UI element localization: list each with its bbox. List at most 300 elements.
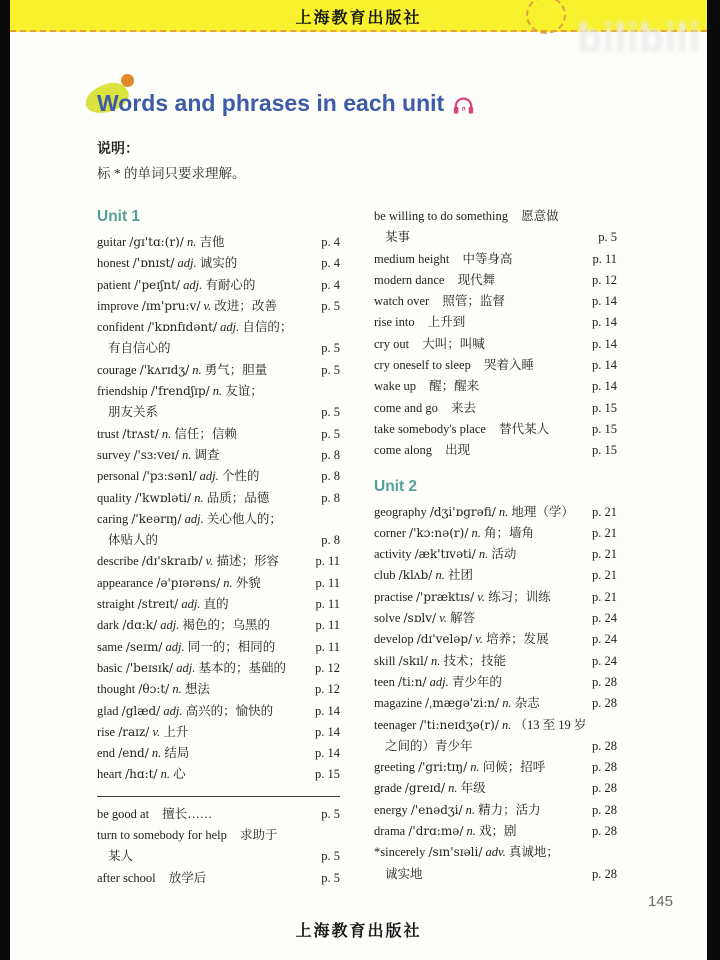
entry-term: rise [97,724,116,739]
vocab-entry-continued [374,864,617,885]
entry-line-2 [97,846,133,867]
entry-line [374,651,506,672]
vocab-entry [374,842,617,863]
entry-pos: adv. [485,845,506,860]
vocab-entry [97,658,340,679]
vocab-entry [97,488,340,509]
vocab-entry [374,270,617,291]
entry-term: honest [97,256,130,271]
entry-meaning: 年级 [460,781,486,796]
entry-page: p. 14 [315,746,340,761]
entry-page: p. 12 [592,272,617,287]
entry-meaning: 心 [173,767,186,782]
entry-term: straight [97,597,135,612]
entry-term: survey [97,447,131,462]
entry-meaning: 信任；信赖 [174,426,237,441]
page-title: Words and phrases in each unit [97,89,445,116]
entry-meaning: 地理（学） [511,504,574,519]
headphones-icon [453,97,474,114]
entry-phonetic: /'keərɪŋ/ [131,511,182,526]
vocab-entry [97,573,340,594]
vocab-entry [374,502,617,523]
entry-page: p. 8 [321,469,340,484]
entry-phonetic: /'kwɒləti/ [134,490,192,505]
entry-meaning: 诚实的 [199,256,238,271]
entry-line [97,424,237,445]
entry-phonetic: /dʒi'ɒgrəfi/ [429,504,496,519]
entry-pos: adj. [183,277,203,292]
entry-line [374,502,574,523]
entry-term: end [97,746,116,761]
entry-page: p. 28 [592,866,617,881]
entry-meaning: 中等身高 [462,251,513,266]
entry-meaning: 想法 [184,682,210,697]
vocab-entry-continued [97,338,340,359]
entry-meaning: 问候；招呼 [482,760,546,775]
entry-term: be willing to do something [374,209,509,223]
entry-phonetic: /dɪ'veləp/ [416,632,473,647]
vocab-entry [374,523,617,544]
entry-pos: n. [212,384,223,399]
entry-pos: n. [478,547,489,562]
entry-term: appearance [97,575,154,590]
entry-page: p. 14 [592,358,617,373]
vocab-entry [97,637,340,658]
vocab-columns [97,206,621,889]
entry-pos: v. [475,632,483,647]
entry-pos: n. [498,504,509,519]
vocab-entry-continued [97,846,340,867]
entry-pos: n. [161,426,172,441]
entry-page: p. 5 [321,298,340,313]
entry-page: p. 21 [592,568,617,583]
entry-page: p. 15 [315,767,340,782]
vocab-entry [97,253,340,274]
unit-heading: Unit 2 [374,477,418,495]
entry-term: caring [97,511,129,526]
vocab-entry [374,821,617,842]
entry-meaning: 上升 [163,724,189,739]
entry-pos: n. [502,717,512,732]
entry-pos: adj. [165,639,185,654]
entry-phonetic: /trʌst/ [122,426,159,441]
entry-term: courage [97,362,137,377]
entry-line [374,693,540,714]
entry-meaning: 戏；剧 [479,824,517,839]
entry-term: modern dance [374,272,445,287]
entry-meaning: 技术；技能 [443,653,507,668]
entry-line [374,629,549,650]
entry-page: p. 15 [592,400,617,415]
bilibili-watermark: bilibili [577,16,701,60]
entry-line [374,757,545,778]
vocab-entry [97,722,340,743]
entry-meaning: 真诚地； [508,845,559,860]
vocab-entry [97,868,340,889]
entry-line [374,842,559,863]
entry-phonetic: /ti:n/ [397,674,427,689]
entry-line [97,232,225,253]
entry-phonetic: /'ɒnɪst/ [132,256,175,271]
entry-line [97,764,186,785]
entry-page: p. 5 [321,806,340,821]
entry-meaning: 关心他人的； [206,511,282,526]
entry-meaning: 现代舞 [457,272,496,287]
entry-pos: adj. [177,256,197,271]
vocab-entry [97,743,340,764]
entry-meaning: 上升到 [427,315,466,330]
entry-meaning: 改进；改善 [214,298,277,313]
entry-line [97,360,267,381]
entry-pos: n. [192,362,202,377]
entry-term: geography [374,504,427,519]
entry-meaning: 解答 [450,611,476,626]
vocab-entry [374,800,617,821]
entry-phonetic: /'beɪsɪk/ [125,660,174,675]
entry-phonetic: /hɑ:t/ [125,767,158,782]
entry-phonetic: /ˌmægə'zi:n/ [425,696,500,711]
entry-meaning: 褐色的；乌黑的 [182,618,270,633]
entry-meaning: 结局 [164,746,190,761]
entry-meaning-2: 某事 [385,230,411,245]
entry-page: p. 28 [592,738,617,753]
entry-term: same [97,639,123,654]
entry-line [97,679,210,700]
vocab-entry [374,544,617,565]
entry-pos: v. [152,724,161,739]
entry-meaning: 调查 [194,447,220,462]
vocab-entry [374,565,617,586]
entry-phonetic: /streɪt/ [137,597,179,612]
entry-line-2 [374,736,473,757]
entry-term: corner [374,525,406,540]
entry-meaning: 来去 [451,400,477,415]
entry-meaning: 精力；活力 [478,802,541,817]
entry-meaning: 直的 [203,597,229,612]
entry-page: p. 5 [321,870,340,885]
entry-line [374,821,517,842]
entry-term: thought [97,682,136,697]
entry-term: cry oneself to sleep [374,358,471,373]
entry-term: heart [97,767,122,782]
entry-page: p. 15 [592,443,617,458]
entry-term: turn to somebody for help [97,828,227,843]
entry-pos: n. [448,781,458,796]
entry-term: quality [97,490,132,505]
entry-page: p. 14 [592,294,617,309]
entry-phonetic: /klʌb/ [398,568,433,583]
entry-phonetic: /ɪm'pru:v/ [141,298,201,313]
entry-pos: adj. [184,511,204,526]
entry-meaning: 有耐心的 [205,277,256,292]
entry-line [374,440,470,461]
vocab-entry [374,672,617,693]
entry-pos: n. [172,682,182,697]
vocab-entry [374,291,617,312]
entry-line [374,355,534,376]
entry-meaning: 外貌 [235,575,261,590]
entry-line [374,778,486,799]
entry-pos: adj. [160,618,180,633]
entry-line [374,608,475,629]
entry-phonetic: /sɪn'sɪəli/ [428,845,483,860]
entry-term: personal [97,469,140,484]
vocab-entry [97,381,340,402]
entry-page: p. 14 [592,379,617,394]
entry-line [374,523,534,544]
entry-term: grade [374,781,402,796]
entry-line-2 [97,402,158,423]
entry-page: p. 28 [592,674,617,689]
entry-line [97,253,237,274]
entry-pos: v. [439,611,447,626]
entry-line [97,825,277,846]
entry-phonetic: /'pɜ:sənl/ [142,469,197,484]
entry-phonetic: /greɪd/ [404,781,446,796]
entry-term: teen [374,674,395,689]
vocab-entry [374,587,617,608]
entry-meaning: 杂志 [514,696,540,711]
entry-line-2 [97,530,158,551]
entry-meaning: 练习；训练 [488,589,551,604]
entry-meaning: 大叫；叫喊 [422,336,485,351]
entry-term: come and go [374,400,438,415]
entry-pos: v. [477,589,486,604]
entry-pos: n. [151,746,162,761]
entry-meaning: 吉他 [199,235,225,249]
vocab-entry [97,275,340,296]
entry-meaning: 培养；发展 [486,632,549,647]
entry-term: energy [374,802,408,817]
entry-page: p. 11 [315,554,340,569]
entry-term: medium height [374,251,450,266]
entry-page: p. 21 [592,589,617,604]
entry-page: p. 15 [592,421,617,436]
vocab-entry [374,249,617,270]
entry-meaning: 青少年的 [451,674,502,689]
entry-line [97,804,212,825]
entry-term: rise into [374,315,415,330]
entry-page: p. 24 [592,632,617,647]
vocab-entry [374,334,617,355]
entry-pos: v. [203,298,212,313]
entry-phonetic: /ə'pɪərəns/ [156,575,221,590]
entry-page: p. 11 [315,618,340,633]
entry-page: p. 4 [321,235,340,249]
entry-meaning-2: 诚实地 [385,866,423,881]
entry-term: be good at [97,806,150,821]
vocab-entry-continued [97,530,340,551]
entry-line [374,672,502,693]
entry-meaning-2: 体贴人的 [108,533,159,548]
entry-pos: n. [465,802,476,817]
entry-page: p. 8 [321,447,340,462]
entry-line [97,488,269,509]
entry-line [97,296,277,317]
entry-meaning: 替代某人 [499,421,550,436]
entry-phonetic: /glæd/ [121,703,161,718]
entry-page: p. 28 [592,760,617,775]
unit-heading: Unit 1 [97,208,141,225]
entry-meaning: 活动 [491,547,517,562]
entry-page: p. 24 [592,611,617,626]
entry-page: p. 12 [315,660,340,675]
entry-line [374,419,549,440]
entry-page: p. 5 [321,405,340,420]
entry-term: wake up [374,379,416,394]
vocab-entry [374,355,617,376]
entry-line [374,800,541,821]
vocab-entry [97,445,340,466]
entry-page: p. 4 [321,256,340,271]
vocab-entry [97,551,340,572]
vocab-entry [97,594,340,615]
note-body: 标 * 的单词只要求理解。 [97,166,246,181]
right-column [374,206,617,889]
entry-phonetic: /gɪ'tɑ:(r)/ [129,235,184,249]
entry-phonetic: /dɪ'skraɪb/ [141,554,203,569]
entry-line [374,291,505,312]
entry-phonetic: /'kɔ:nə(r)/ [409,525,469,540]
entry-line [97,637,275,658]
entry-line [97,466,259,487]
entry-pos: n. [194,490,204,505]
entry-page: p. 14 [592,315,617,330]
vocab-entry [97,232,340,253]
dashed-circle-decoration [526,0,566,34]
entry-pos: adj. [199,469,219,484]
entry-term: dark [97,618,120,633]
entry-meaning: 愿意做 [521,209,559,223]
entry-meaning-2: 有自信心的 [108,341,171,356]
vocab-entry [374,398,617,419]
entry-term: take somebody's place [374,421,486,436]
page-number: 145 [647,893,673,910]
entry-line [374,334,485,355]
entry-term: *sincerely [374,845,426,860]
entry-pos: n. [431,653,441,668]
entry-term: patient [97,277,132,292]
entry-page: p. 5 [321,426,340,441]
vocab-entry [97,466,340,487]
vocab-entry [97,360,340,381]
entry-line [374,544,516,565]
entry-pos: n. [223,575,233,590]
entry-line [374,376,479,397]
entry-line [97,658,286,679]
entry-term: glad [97,703,119,718]
entry-phonetic: /'kʌrɪdʒ/ [139,362,190,377]
entry-pos: adj. [163,703,183,718]
entry-line [97,317,292,338]
entry-line [97,615,270,636]
section-title-row [97,86,621,120]
entry-meaning: 角；墙角 [484,525,535,540]
entry-page: p. 28 [592,696,617,711]
entry-pos: adj. [429,674,449,689]
vocab-entry [97,804,340,825]
entry-meaning: 勇气；胆量 [204,362,268,377]
entry-meaning: 出现 [445,443,471,458]
entry-page: p. 14 [592,336,617,351]
entry-term: come along [374,443,432,458]
vocab-entry [374,629,617,650]
vocab-entry [374,440,617,461]
entry-meaning: 醒；醒来 [429,379,480,394]
entry-term: improve [97,298,139,313]
entry-phonetic: /end/ [118,746,149,761]
entry-term: activity [374,547,412,562]
title-dot-decoration [121,74,134,87]
left-column [97,206,340,889]
entry-line [374,565,473,586]
entry-meaning: 品质；品德 [206,490,270,505]
entry-page: p. 28 [592,781,617,796]
entry-line-2 [374,864,423,885]
entry-line [374,270,495,291]
entry-term: magazine [374,696,422,711]
entry-term: cry out [374,336,410,351]
entry-page: p. 28 [592,824,617,839]
entry-page: p. 5 [598,230,617,245]
vocab-entry [97,679,340,700]
entry-meaning: （13 至 19 岁 [514,717,587,732]
entry-phonetic: /'peɪʃnt/ [134,277,180,292]
vocab-entry [97,509,340,530]
entry-pos: adj. [181,597,201,612]
entry-meaning: 社团 [447,568,473,583]
vocab-entry [374,419,617,440]
page-content [10,86,707,889]
entry-phonetic: /'enədʒi/ [410,802,463,817]
entry-phonetic: /θɔ:t/ [138,682,170,697]
entry-term: describe [97,554,139,569]
vocab-entry [374,608,617,629]
entry-line [374,715,586,736]
entry-line [374,398,476,419]
entry-line [374,587,551,608]
vocab-entry [97,825,340,846]
entry-page: p. 11 [315,597,340,612]
vocab-entry [97,424,340,445]
entry-phonetic: /'ti:neɪdʒə(r)/ [419,717,499,732]
top-publisher-bar [10,0,707,32]
bottom-publisher-text: 上海教育出版社 [295,923,422,940]
vocab-entry [97,317,340,338]
entry-meaning: 自信的； [242,320,293,335]
entry-page: p. 8 [321,490,340,505]
note-block [97,138,621,182]
top-publisher-text: 上海教育出版社 [295,10,422,27]
entry-term: skill [374,653,396,668]
entry-line [97,551,279,572]
entry-page: p. 14 [315,703,340,718]
entry-meaning: 照管；监督 [442,294,505,309]
entry-meaning: 擅长…… [162,806,213,821]
entry-meaning: 个性的 [221,469,260,484]
entry-line [97,868,206,889]
entry-line [374,249,512,270]
entry-pos: n. [160,767,170,782]
entry-phonetic: /sɒlv/ [403,611,437,626]
entry-pos: n. [182,447,192,462]
entry-term: greeting [374,760,415,775]
vocab-entry [374,312,617,333]
entry-phonetic: /dɑ:k/ [122,618,158,633]
vocab-entry [97,296,340,317]
entry-line-2 [374,227,410,248]
entry-line [97,509,282,530]
